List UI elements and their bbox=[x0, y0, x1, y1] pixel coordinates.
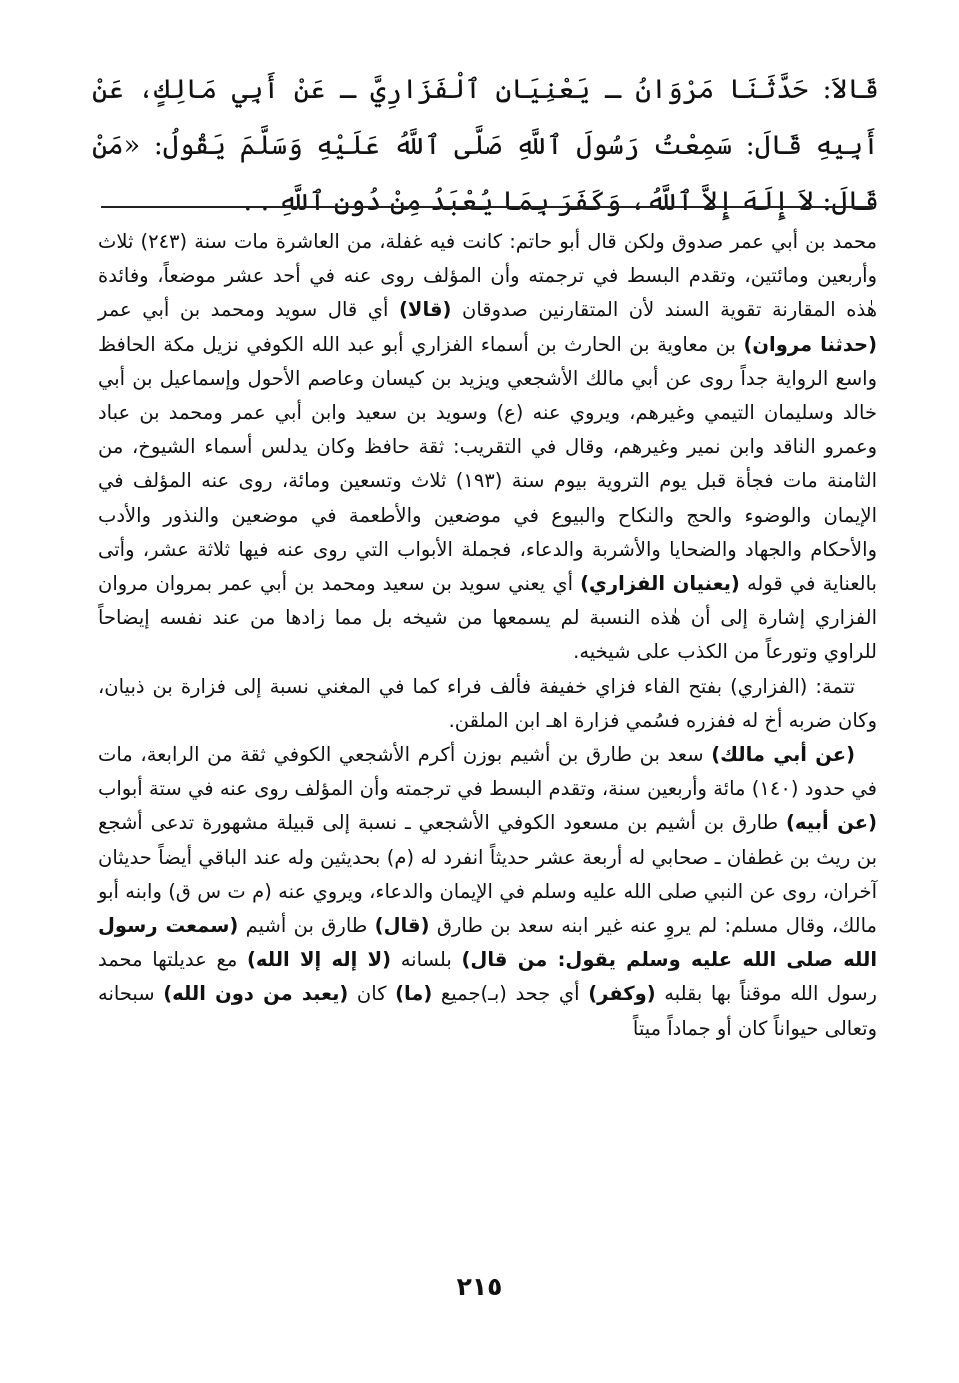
quoted-term: (وكفر) bbox=[588, 982, 656, 1006]
text-run: سبحانه وتعالى حيواناً كان أو جماداً ميتاً bbox=[98, 982, 877, 1040]
text-run: أي قال سويد ومحمد بن أبي عمر bbox=[98, 298, 400, 322]
quoted-term: (يعنيان الفزاري) bbox=[580, 572, 740, 596]
quoted-term: (حدثنا مروان) bbox=[743, 332, 878, 356]
text-run: أي يعني سويد بن سعيد ومحمد بن أبي عمر بمروان مروان الفزاري إشارة إلى أن هٰذه النسبة لم يسمعها من شيخه بل مما زادها من عند نفسه إيضاحاً للراوي وتورعاً من الكذب على شيخيه. bbox=[98, 572, 877, 664]
quoted-term: (لا إله إلا الله) bbox=[247, 948, 392, 972]
text-run: بن معاوية بن الحارث بن أسماء الفزاري أبو عبد الله الكوفي نزيل مكة الحافظ واسع الرواية جداً روى عن أبي مالك الأشجعي ويزيد بن كيسان وعاصم الأحول وإسماعيل بن أبي خالد وسليمان التيمي وغيرهم، ويروي عنه (ع) وسويد بن سعيد وابن أبي عمر ومحمد بن عباد وعمرو الناقد وابن نمير وغيرهم، وقال في التقريب: ثقة حافظ وكان يدلس أسماء الشيوخ، من الثامنة مات فجأة قبل يوم التروية بيوم سنة (١٩٣) ثلاث وتسعين ومائة، روى عنه المؤلف في الإيمان والوضوء والحج والنكاح والبيوع في موضعين والأطعمة في موضعين والنذور والأدب والأحكام والجهاد والضحايا والأشربة والدعاء، فجملة الأبواب التي روى عنه فيها ثلاثة عشر، وأتى بالعناية في قوله bbox=[98, 332, 877, 596]
commentary-paragraph-2: تتمة: (الفزاري) بفتح الفاء فزاي خفيفة فألف فراء كما في المغني نسبة إلى فزارة بن ذبيان، وكان ضربه أخ له ففزره فسُمي فزارة اهـ ابن الملقن. bbox=[98, 674, 877, 732]
quoted-term: (عن أبي مالك) bbox=[711, 743, 855, 767]
footnote-divider bbox=[101, 206, 873, 208]
commentary-paragraph-1 bbox=[98, 225, 877, 670]
commentary bbox=[98, 225, 877, 1046]
text-run: طارق بن أشيم bbox=[238, 914, 375, 938]
quoted-term: (سمعت رسول الله صلى الله عليه وسلم يقول: من قال) bbox=[98, 914, 878, 972]
quoted-term: (ما) bbox=[395, 982, 433, 1006]
text-run: سعد بن طارق بن أشيم بوزن أكرم الأشجعي الكوفي ثقة من الرابعة، مات في حدود (١٤٠) مائة وأربعين سنة، وتقدم البسط في ترجمته وأن المؤلف روى عنه في ستة أبواب bbox=[98, 743, 877, 801]
quoted-term: (عن أبيه) bbox=[786, 811, 877, 835]
text-run: محمد بن أبي عمر صدوق ولكن قال أبو حاتم: كانت فيه غفلة، من العاشرة مات سنة (٢٤٣) ثلاث وأربعين ومائتين، وتقدم البسط في ترجمته وأن المؤلف روى عنه في أحد عشر موضعاً، وفائدة هٰذه المقارنة تقوية السند لأن المتقارنين صدوقان bbox=[98, 230, 877, 322]
quoted-term: (قال) bbox=[374, 914, 430, 938]
quoted-term: (قالا) bbox=[399, 298, 452, 322]
text-run: بلسانه bbox=[391, 948, 462, 972]
commentary-paragraph-3 bbox=[98, 738, 877, 1046]
text-run: مع عديلتها محمد رسول الله موقناً بها بقلبه bbox=[98, 948, 877, 1006]
text-run: طارق بن أشيم بن مسعود الكوفي الأشجعي ـ نسبة إلى قبيلة مشهورة تدعى أشجع بن ريث بن غطفان ـ صحابي له أربعة عشر حديثاً انفرد له (م) بحديثين وله عند الباقي أيضاً حديثان آخران، روى عن النبي صلى الله عليه وسلم في الإيمان والدعاء، ويروي عنه (م ت س ق) وابنه أبو مالك، وقال مسلم: لم يروِ عنه غير ابنه سعد بن طارق bbox=[98, 811, 877, 938]
hadith-text: قَالاَ: حَدَّثَنَا مَرْوَانُ ـ يَعْنِيَانِ ٱلْفَزَارِيَّ ـ عَنْ أَبِي مَالِكٍ، عَنْ أَبِيهِ قَالَ: سَمِعْتُ رَسُولَ ٱللَّهِ صَلَّى ٱللَّهُ عَلَيْهِ وَسَلَّمَ يَقُولُ: «مَنْ قَالَ: لاَ إِلَهَ إِلاَّ ٱللَّهُ، وَكَفَرَ بِمَا يُعْبَدُ مِنْ دُونِ ٱللَّهِ . . bbox=[92, 74, 880, 217]
text-run: كان bbox=[348, 982, 396, 1006]
text-run: أي جحد (بـ)جميع bbox=[432, 982, 589, 1006]
quoted-term: (يعبد من دون الله) bbox=[163, 982, 349, 1006]
page-number: ٢١٥ bbox=[456, 1272, 503, 1301]
